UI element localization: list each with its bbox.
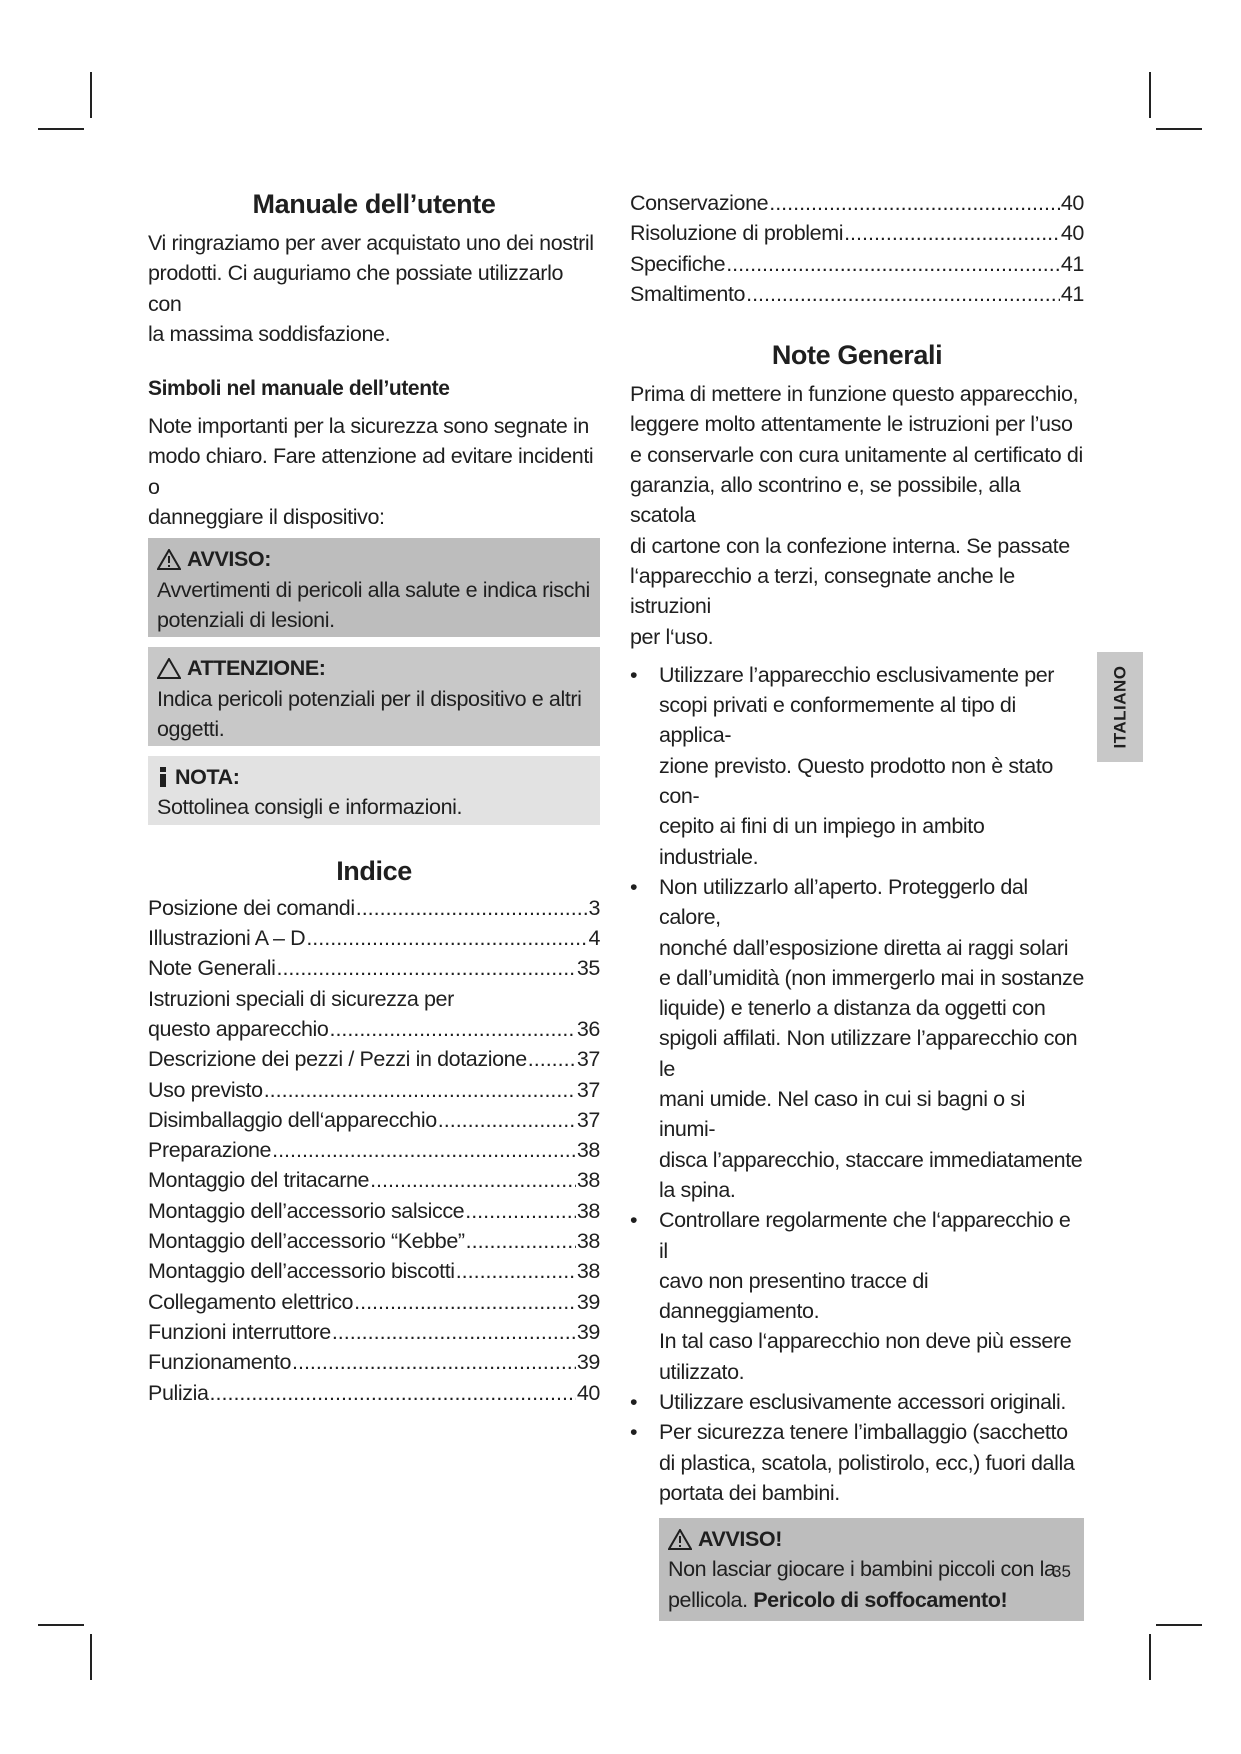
toc-leader-dots [332,1317,576,1347]
general-notes-paragraph [630,379,1084,652]
toc-entry-page: 39 [576,1350,600,1375]
toc-entry-title: questo apparecchio [148,1016,329,1041]
warning-label: AVVISO! [698,1527,783,1552]
bullet-dot: • [630,874,638,899]
toc-entry-title: Smaltimento [630,281,746,306]
list-item-line: Utilizzare esclusivamente accessori originali. [659,1389,1066,1414]
note-label: NOTA: [175,765,240,790]
toc-entry-title: Montaggio dell’accessorio biscotti [148,1259,455,1284]
toc-entry-page: 35 [576,956,600,981]
toc-entry [148,1105,600,1135]
warning-triangle-icon [668,1529,692,1550]
toc-leader-dots [272,1135,576,1165]
crop-mark [90,1634,92,1680]
toc-entry-page: 38 [576,1198,600,1223]
toc-leader-dots [726,249,1060,279]
toc-entry [148,1165,600,1195]
toc-entry [630,188,1084,218]
toc-entry-page: 40 [1060,191,1084,215]
toc-entry-title: Istruzioni speciali di sicurezza per [148,986,454,1011]
warning-text: potenziali di lesioni. [157,607,335,632]
toc-entry [148,1226,600,1256]
list-item [630,1205,1084,1387]
list-item-line: Utilizzare l’apparecchio esclusivamente per [659,662,1055,687]
warning-text: Non lasciar giocare i bambini piccoli con la [668,1557,1056,1582]
general-notes-line: l‘apparecchio a terzi, consegnate anche le istruzioni [630,563,1015,619]
toc-entry [148,1075,600,1105]
general-notes-line: di cartone con la confezione interna. Se passate [630,533,1070,558]
caution-label: ATTENZIONE: [187,656,326,681]
crop-mark [1149,72,1151,118]
toc-entry [630,218,1084,248]
list-item-line: liquide) e tenerlo a distanza da oggetti con [659,996,1046,1021]
caution-triangle-icon [157,658,181,679]
toc-entry-title: Montaggio dell’accessorio “Kebbe” [148,1229,465,1254]
toc-leader-dots [528,1044,576,1074]
bullet-dot: • [630,1420,638,1445]
language-tab [1097,652,1143,762]
crop-mark [1149,1634,1151,1680]
toc-entry-title: Funzioni interruttore [148,1319,331,1344]
toc-entry [148,1014,600,1044]
crop-mark [90,72,92,118]
warning-label: AVVISO: [187,547,272,572]
toc-leader-dots [466,1226,576,1256]
language-label: ITALIANO [1110,665,1130,749]
toc-entry [630,279,1084,309]
symbols-line: modo chiaro. Fare attenzione ad evitare incidenti o [148,444,594,499]
toc-entry [148,1256,600,1286]
toc-entry [148,1135,600,1165]
left-column [148,188,600,1408]
caution-box [148,647,600,746]
warning-text: pellicola. [668,1587,754,1612]
list-item-line: e dall’umidità (non immergerlo mai in sostanze [659,965,1084,990]
note-box [148,756,600,825]
toc-entry-title: Disimballaggio dell‘apparecchio [148,1107,437,1132]
list-item-line: spigoli affilati. Non utilizzare l’apparecchio con le [659,1026,1078,1081]
toc-entry-title: Uso previsto [148,1077,263,1102]
intro-line: la massima soddisfazione. [148,321,391,346]
list-item-line: di plastica, scatola, polistirolo, ecc,) fuori dalla [659,1450,1075,1475]
caution-text: oggetti. [157,716,225,741]
list-item [630,1387,1084,1417]
toc-entry-page: 37 [576,1047,600,1072]
toc-entry-title: Funzionamento [148,1350,292,1375]
general-notes-line: e conservarle con cura unitamente al certificato di [630,442,1083,467]
list-item [630,1417,1084,1508]
warning-text: Avvertimenti di pericoli alla salute e indica rischi [157,577,590,602]
warning-emphasis: Pericolo di soffocamento! [753,1587,1008,1612]
general-notes-line: garanzia, allo scontrino e, se possibile, alla scatola [630,473,1021,528]
toc-entry-page: 38 [576,1229,600,1254]
toc-leader-dots [769,188,1060,218]
toc-entry [148,953,600,983]
crop-mark [38,128,84,130]
toc-entry-title: Note Generali [148,956,276,981]
toc-leader-dots [292,1347,576,1377]
note-text: Sottolinea consigli e informazioni. [157,795,463,820]
toc-leader-dots [210,1378,576,1408]
table-of-contents-continued [630,188,1084,309]
toc-entry-title: Posizione dei comandi [148,895,355,920]
list-item [630,660,1084,872]
toc-entry [148,1317,600,1347]
general-notes-line: leggere molto attentamente le istruzioni per l’uso [630,412,1073,437]
toc-entry [148,1287,600,1317]
toc-entry [148,1378,600,1408]
warning-triangle-icon [157,549,181,570]
toc-entry-page: 38 [576,1168,600,1193]
general-notes-line: per l‘uso. [630,624,714,649]
toc-leader-dots [465,1196,576,1226]
toc-entry-title: Montaggio dell’accessorio salsicce [148,1198,465,1223]
toc-entry-title: Preparazione [148,1138,272,1163]
toc-leader-dots [276,953,575,983]
list-item [630,872,1084,1205]
index-title: Indice [336,855,412,886]
toc-leader-dots [306,923,587,953]
toc-leader-dots [438,1105,576,1135]
toc-entry-page: 36 [576,1016,600,1041]
list-item-line: mani umide. Nel caso in cui si bagni o si inumi- [659,1087,1026,1142]
toc-entry-page: 3 [588,895,600,920]
toc-entry-page: 40 [576,1380,600,1405]
bullet-dot: • [630,1208,638,1233]
toc-entry-page: 38 [576,1259,600,1284]
symbols-line: Note importanti per la sicurezza sono segnate in [148,414,589,439]
toc-entry [148,923,600,953]
toc-leader-dots [746,279,1060,309]
list-item-line: Controllare regolarmente che l‘apparecchio e il [659,1208,1071,1263]
toc-entry-page: 37 [576,1107,600,1132]
toc-leader-dots [354,1287,576,1317]
general-notes-line: Prima di mettere in funzione questo apparecchio, [630,382,1079,407]
toc-entry-page: 4 [588,926,600,951]
right-column [630,188,1084,1621]
list-item-line: In tal caso l‘apparecchio non deve più essere [659,1329,1072,1354]
table-of-contents [148,893,600,1408]
list-item-line: nonché dall’esposizione diretta ai raggi solari [659,935,1069,960]
info-icon [157,767,169,787]
toc-entry [148,1196,600,1226]
toc-entry-title: Risoluzione di problemi [630,221,844,246]
symbols-heading: Simboli nel manuale dell’utente [148,377,450,401]
list-item-line: Non utilizzarlo all’aperto. Proteggerlo dal calore, [659,874,1028,930]
toc-entry-page: 41 [1060,281,1084,306]
toc-entry [630,249,1084,279]
list-item-line: la spina. [659,1177,736,1202]
toc-entry-page: 39 [576,1289,600,1314]
general-notes-title: Note Generali [771,340,943,371]
bullet-dot: • [630,662,638,687]
manual-title: Manuale dell’utente [252,189,496,219]
toc-entry-title: Conservazione [630,191,769,215]
list-item-line: disca l’apparecchio, staccare immediatamente [659,1147,1083,1172]
intro-line: Vi ringraziamo per aver acquistato uno dei nostril [148,231,594,255]
toc-leader-dots [456,1256,576,1286]
toc-entry-page: 37 [576,1077,600,1102]
symbols-line: danneggiare il dispositivo: [148,505,385,530]
list-item-line: cepito ai fini di un impiego in ambito industriale. [659,814,985,869]
toc-entry [148,893,600,923]
toc-leader-dots [370,1165,576,1195]
toc-entry-title: Montaggio del tritacarne [148,1168,370,1193]
toc-entry [148,1347,600,1377]
warning-box-children [659,1518,1084,1621]
list-item-line: Per sicurezza tenere l’imballaggio (sacchetto [659,1420,1068,1445]
toc-leader-dots [844,218,1060,248]
crop-mark [1156,128,1202,130]
list-item-line: scopi privati e conformemente al tipo di applica- [659,693,1016,748]
safety-bullet-list [630,660,1084,1508]
bullet-dot: • [630,1389,638,1414]
caution-text: Indica pericoli potenziali per il dispositivo e altri [157,686,582,711]
toc-entry-title: Descrizione dei pezzi / Pezzi in dotazione [148,1047,527,1072]
toc-entry-title: Collegamento elettrico [148,1289,354,1314]
intro-line: prodotti. Ci auguriamo che possiate utilizzarlo con [148,261,564,316]
list-item-line: zione previsto. Questo prodotto non è stato con- [659,753,1053,809]
toc-leader-dots [329,1014,575,1044]
warning-box [148,538,600,637]
toc-entry-page: 41 [1060,251,1084,276]
toc-entry-title: Illustrazioni A – D [148,926,306,951]
list-item-line: portata dei bambini. [659,1480,840,1505]
toc-entry-title: Pulizia [148,1380,209,1405]
toc-entry-page: 39 [576,1319,600,1344]
crop-mark [38,1624,84,1626]
crop-mark [1156,1624,1202,1626]
toc-leader-dots [356,893,588,923]
list-item-line: cavo non presentino tracce di danneggiamento. [659,1268,929,1324]
toc-entry-title: Specifiche [630,251,726,276]
toc-entry-page: 40 [1060,221,1084,246]
toc-entry [148,1044,600,1074]
list-item-line: utilizzato. [659,1359,745,1384]
warning-text-line [668,1585,1075,1615]
toc-leader-dots [264,1075,576,1105]
toc-entry [148,984,600,1014]
page-number: 35 [1052,1562,1071,1581]
toc-entry-page: 38 [576,1138,600,1163]
